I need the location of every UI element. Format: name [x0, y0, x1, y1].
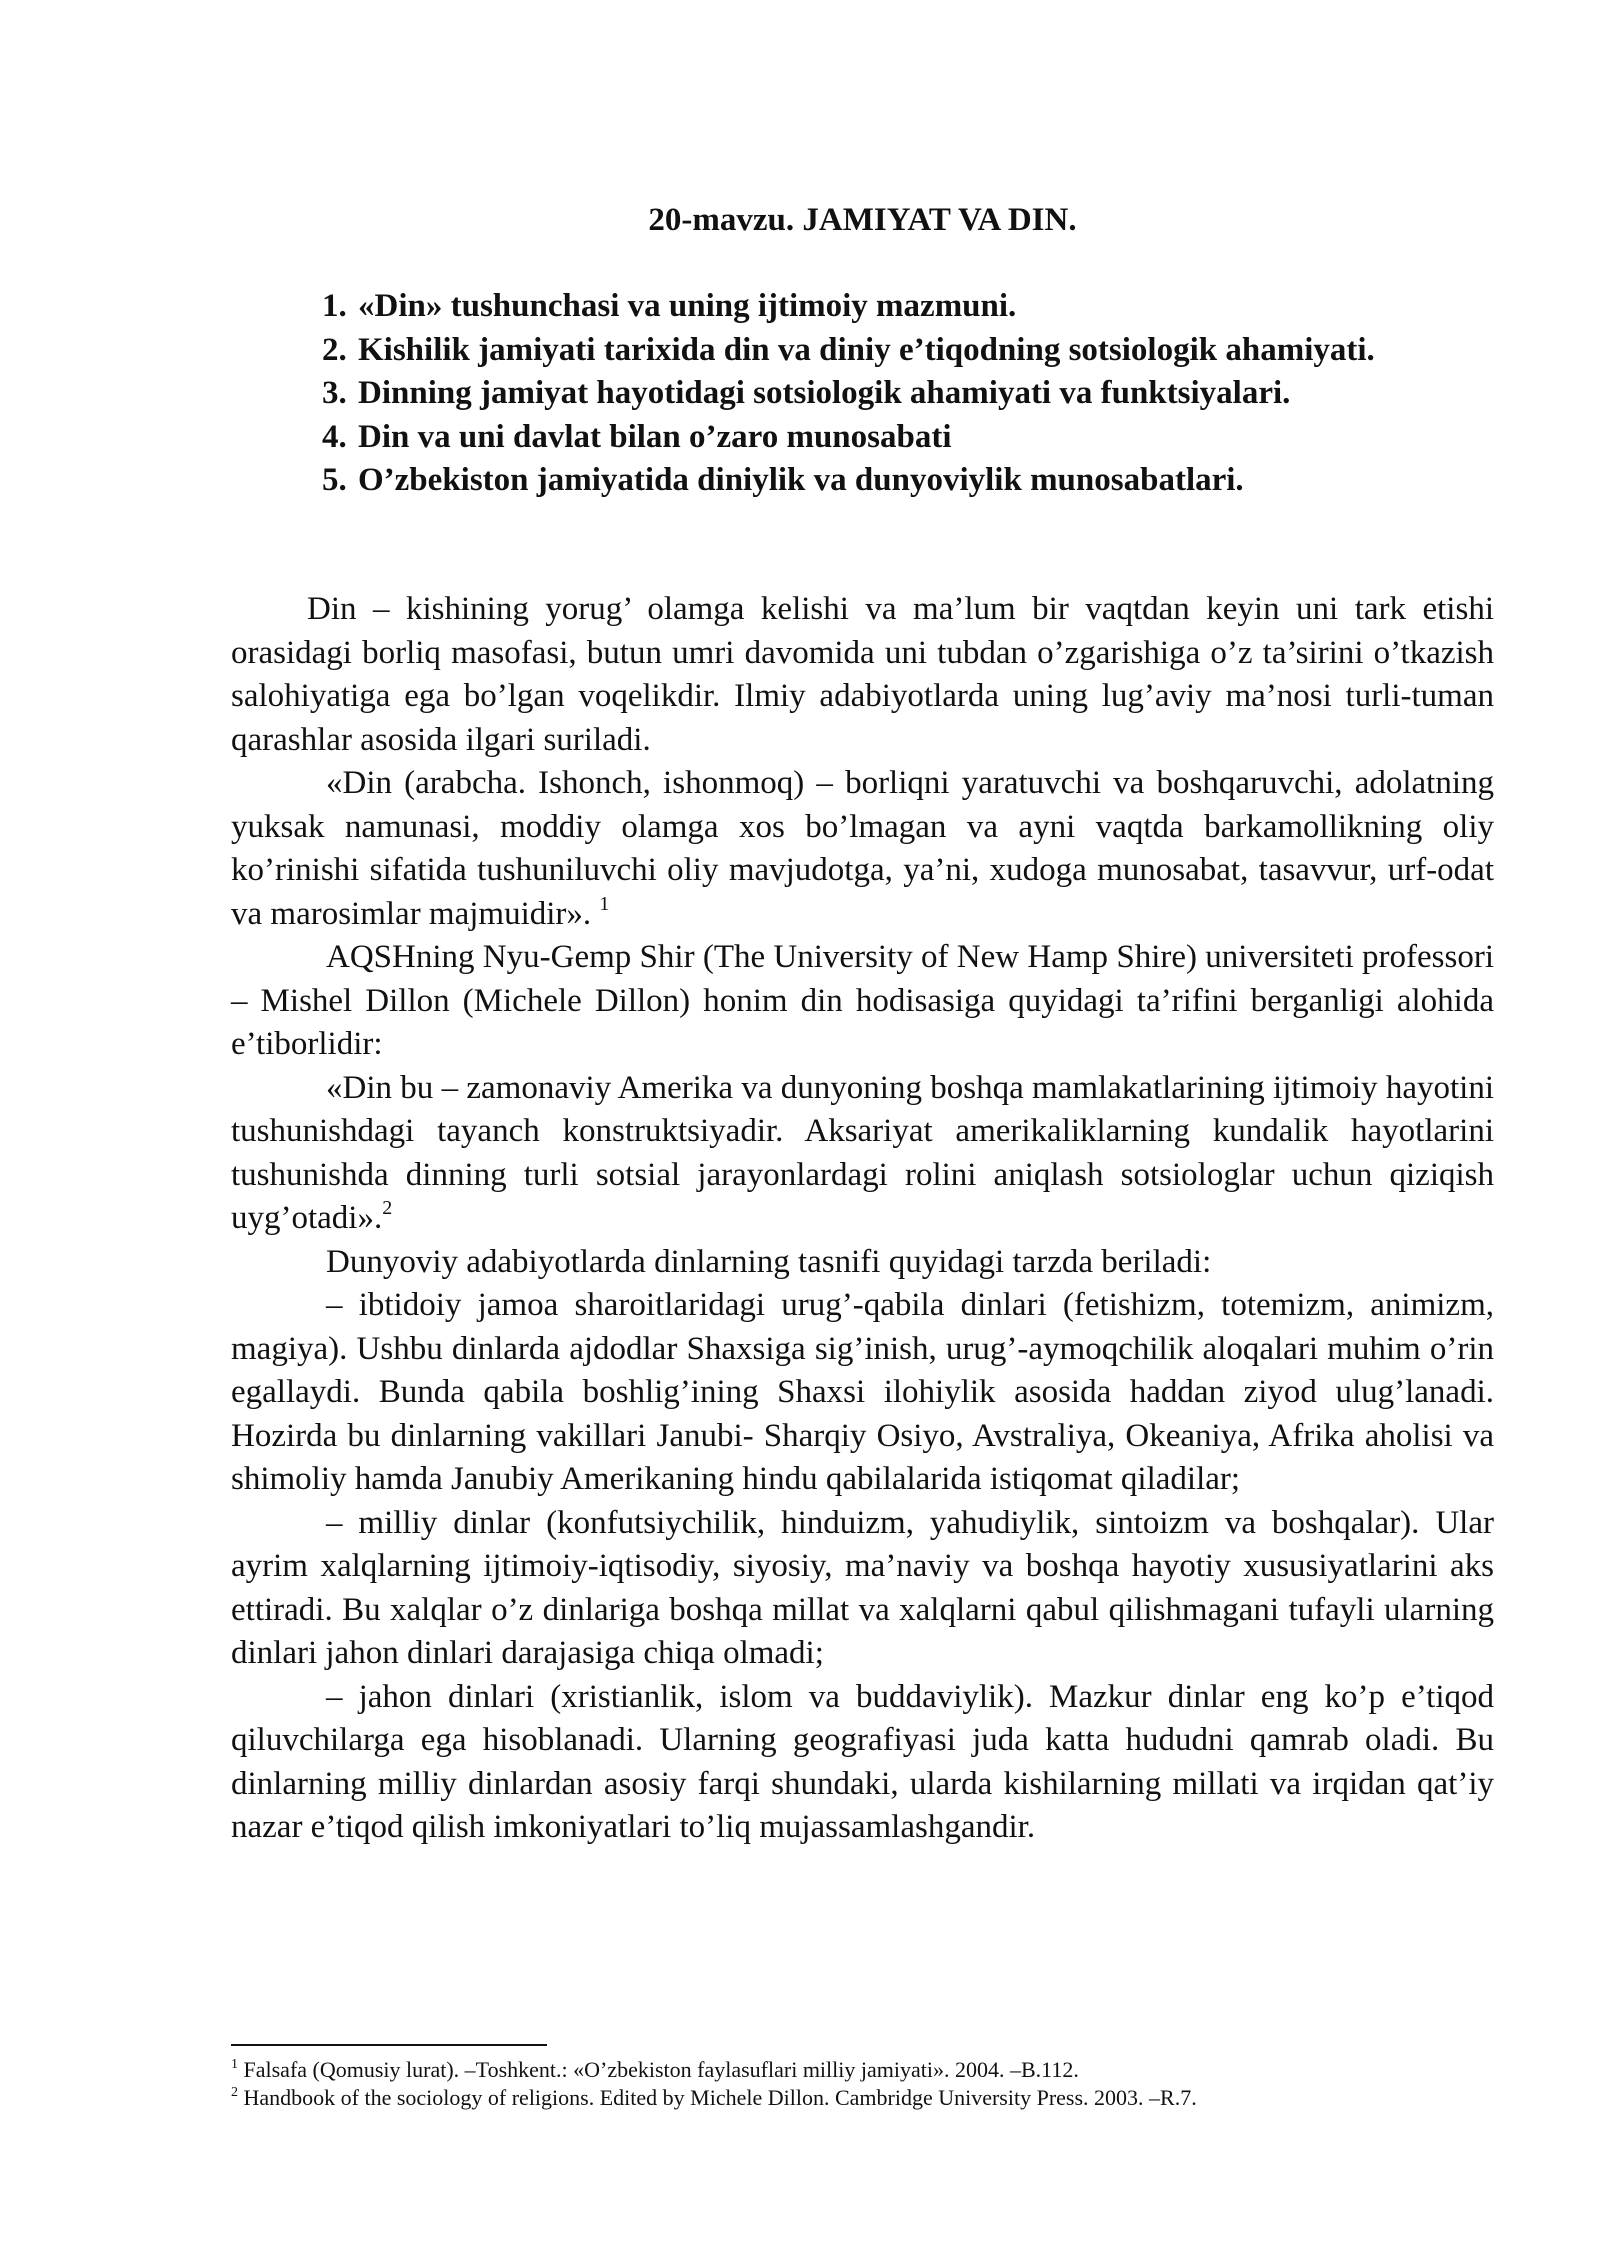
topic-outline-list — [322, 285, 1494, 503]
footnote — [231, 2056, 1494, 2084]
footnote-separator — [231, 2044, 547, 2046]
footnotes — [231, 2056, 1494, 2112]
footnote-number: 2 — [231, 2084, 238, 2100]
paragraph-text: «Din bu – zamonaviy Amerika va dunyoning boshqa mamlakatlarining ijtimoiy hayotini tushunishdagi tayanch konstruktsiyadir. Aksariyat amerikaliklarning kundalik hayotlarini tushunishda dinning turli sotsial jarayonlardagi rolini aniqlash sotsiologlar uchun qiziqish uyg’otadi». — [231, 1069, 1494, 1236]
paragraph-text: Dunyoviy adabiyotlarda dinlarning tasnifi quyidagi tarzda beriladi: — [326, 1243, 1212, 1280]
document-page — [231, 0, 1494, 2262]
outline-item-number: 1. — [322, 288, 347, 324]
body-paragraph — [231, 1502, 1494, 1676]
footnote-text: Falsafa (Qomusiy lurat). –Toshkent.: «O’zbekiston faylasuflari milliy jamiyati». 2004. –B.112. — [238, 2057, 1079, 2082]
body-paragraph — [231, 1676, 1494, 1850]
outline-item-number: 2. — [322, 331, 347, 368]
outline-item — [322, 372, 1494, 416]
body-paragraph — [231, 1284, 1494, 1502]
outline-item-text: Dinning jamiyat hayotidagi sotsiologik ahamiyati va funktsiyalari. — [358, 375, 1291, 412]
footnote-reference: 2 — [382, 1197, 393, 1219]
paragraph-text: «Din (arabcha. Ishonch, ishonmoq) – borliqni yaratuvchi va boshqaruvchi, adolatning yuksak namunasi, moddiy olamga xos bo’lmagan va ayni vaqtda barkamollikning oliy ko’rinishi sifatida tushuniluvchi oliy mavjudotga, ya’ni, xudoga munosabat, tasavvur, urf-odat va marosimlar majmuidir». — [231, 765, 1494, 932]
outline-item-text: Kishilik jamiyati tarixida din va diniy e’tiqodning sotsiologik ahamiyati. — [358, 331, 1375, 368]
paragraph-text: AQSHning Nyu-Gemp Shir (The University of New Hamp Shire) universiteti professori – Mishel Dillon (Michele Dillon) honim din hodisasiga quyidagi ta’rifini berganligi alohida e’tiborlidir: — [231, 939, 1494, 1062]
outline-item — [322, 459, 1494, 503]
page-title: 20-mavzu. JAMIYAT VA DIN. — [648, 202, 1077, 238]
outline-item-text: «Din» tushunchasi va uning ijtimoiy mazmuni. — [358, 288, 1017, 324]
outline-item-text: O’zbekiston jamiyatida diniylik va dunyoviylik munosabatlari. — [358, 462, 1244, 499]
outline-item-number: 3. — [322, 375, 347, 412]
body-paragraph — [231, 936, 1494, 1067]
paragraph-text: – jahon dinlari (xristianlik, islom va buddaviylik). Mazkur dinlar eng ko’p e’tiqod qiluvchilarga ega hisoblanadi. Ularning geografiyasi juda katta hududni qamrab oladi. Bu dinlarning milliy dinlardan asosiy farqi shundaki, ularda kishilarning millati va irqidan qat’iy nazar e’tiqod qilish imkoniyatlari to’liq mujassamlashgandir. — [231, 1678, 1494, 1845]
footnote — [231, 2084, 1494, 2112]
outline-item-number: 5. — [322, 462, 347, 499]
outline-item-number: 4. — [322, 418, 347, 455]
body-paragraph — [231, 1241, 1494, 1285]
body-text — [231, 588, 1494, 1850]
body-paragraph — [231, 1067, 1494, 1241]
paragraph-text: Din – kishining yorug’ olamga kelishi va ma’lum bir vaqtdan keyin uni tark etishi orasidagi borliq masofasi, butun umri davomida uni tubdan o’zgarishiga o’z ta’sirini o’tkazish salohiyatiga ega bo’lgan voqelikdir. Ilmiy adabiyotlarda uning lug’aviy ma’nosi turli-tuman qarashlar asosida ilgari suriladi. — [231, 591, 1494, 758]
body-paragraph — [231, 762, 1494, 936]
footnote-text: Handbook of the sociology of religions. Edited by Michele Dillon. Cambridge University Press. 2003. –R.7. — [238, 2085, 1197, 2110]
body-paragraph — [231, 588, 1494, 762]
footnote-reference: 1 — [599, 892, 610, 915]
outline-item — [322, 329, 1494, 373]
paragraph-text: – ibtidoiy jamoa sharoitlaridagi urug’-qabila dinlari (fetishizm, totemizm, animizm, magiya). Ushbu dinlarda ajdodlar Shaxsiga sig’inish, urug’-aymoqchilik aloqalari muhim o’rin egallaydi. Bunda qabila boshlig’ining Shaxsi ilohiylik asosida haddan ziyod ulug’lanadi. Hozirda bu dinlarning vakillari Janubi- Sharqiy Osiyo, Avstraliya, Okeaniya, Afrika aholisi va shimoliy hamda Janubiy Amerikaning hindu qabilalarida istiqomat qiladilar; — [231, 1287, 1494, 1497]
outline-item — [322, 416, 1494, 460]
outline-item — [322, 285, 1494, 329]
paragraph-text: – milliy dinlar (konfutsiychilik, hinduizm, yahudiylik, sintoizm va boshqalar). Ular ayrim xalqlarning ijtimoiy-iqtisodiy, siyosiy, ma’naviy va boshqa hayotiy xususiyatlarini aks ettiradi. Bu xalqlar o’z dinlariga boshqa millat va xalqlarni qabul qilishmagani tufayli ularning dinlari jahon dinlari darajasiga chiqa olmadi; — [231, 1504, 1494, 1671]
footnote-number: 1 — [231, 2056, 238, 2072]
outline-item-text: Din va uni davlat bilan o’zaro munosabati — [358, 418, 952, 455]
